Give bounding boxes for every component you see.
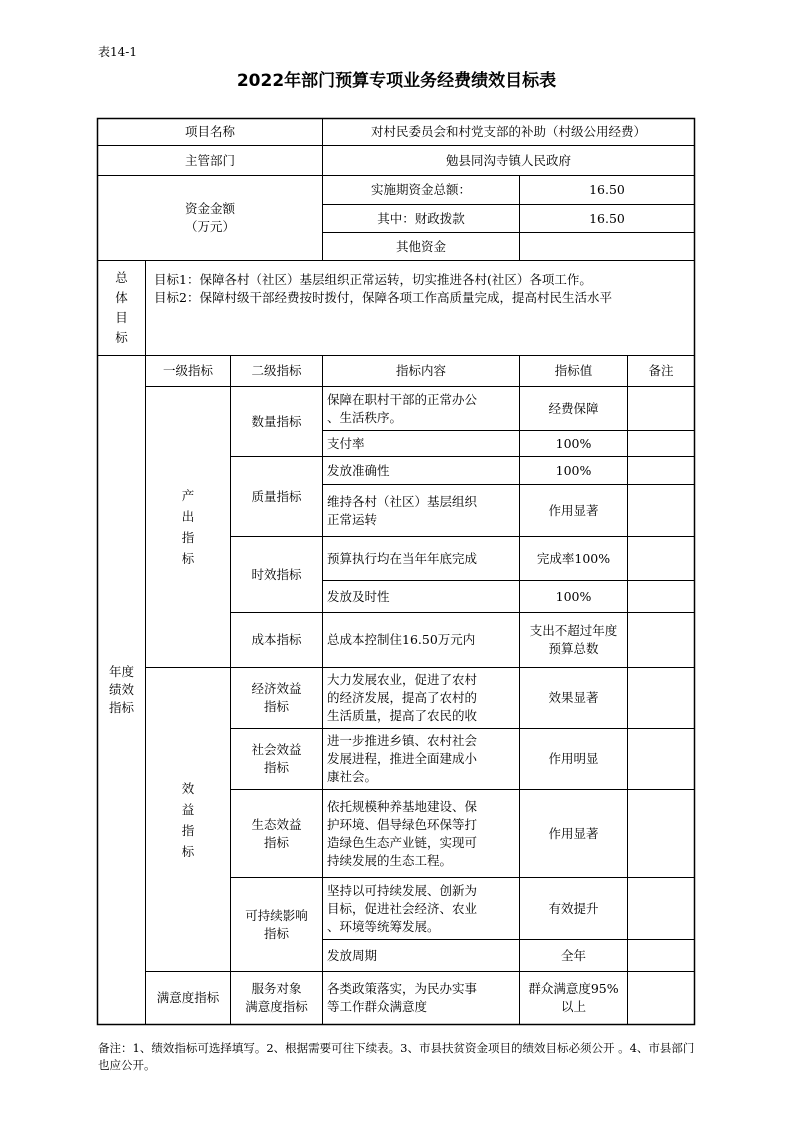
row-content: 依托规模种养基地建设、保 护环境、倡导绿色环保等打 造绿色生态产业链，实现可 持续发展的生态工程。 bbox=[327, 798, 478, 868]
ecological-benefit-label: 生态效益 指标 bbox=[251, 816, 302, 850]
header-remark: 备注 bbox=[648, 363, 674, 378]
satisfaction-indicators-label: 满意度指标 bbox=[156, 990, 220, 1005]
row-value: 作用显著 bbox=[548, 825, 599, 841]
row-value: 支出不超过年度 预算总数 bbox=[529, 623, 618, 656]
row-value: 作用显著 bbox=[548, 502, 599, 518]
row-remark bbox=[628, 613, 694, 667]
economic-benefit-label: 经济效益 指标 bbox=[251, 681, 302, 714]
row-remark bbox=[628, 729, 694, 789]
goal-1: 目标1：保障各村（社区）基层组织正常运转，切实推进各村(社区）各项工作。 bbox=[154, 272, 592, 287]
row-content: 总成本控制住16.50万元内 bbox=[327, 632, 476, 647]
overall-goals-text bbox=[154, 271, 690, 307]
row-remark bbox=[628, 878, 694, 939]
annual-indicators-label: 年度 绩效 指标 bbox=[108, 664, 134, 715]
row-content: 各类政策落实，为民办实事 等工作群众满意度 bbox=[327, 981, 478, 1014]
row-value: 全年 bbox=[560, 947, 586, 963]
project-name-label: 项目名称 bbox=[184, 124, 235, 139]
other-funds-value bbox=[520, 233, 694, 260]
row-content: 支付率 bbox=[327, 435, 365, 451]
row-content: 进一步推进乡镇、农村社会 发展进程，推进全面建成小 康社会。 bbox=[327, 733, 478, 784]
department-label: 主管部门 bbox=[184, 152, 235, 168]
row-content: 发放及时性 bbox=[327, 588, 390, 604]
other-funds-label: 其他资金 bbox=[395, 238, 446, 254]
total-funds-label: 实施期资金总额： bbox=[370, 182, 471, 197]
row-remark bbox=[628, 790, 694, 877]
row-value: 作用明显 bbox=[548, 751, 599, 766]
header-level1: 一级指标 bbox=[162, 363, 213, 378]
row-remark bbox=[628, 485, 694, 536]
row-content: 发放周期 bbox=[327, 947, 378, 963]
row-remark bbox=[628, 457, 694, 484]
row-value: 100% bbox=[555, 435, 592, 451]
row-value: 群众满意度95% 以上 bbox=[528, 981, 619, 1014]
row-remark bbox=[628, 940, 694, 971]
header-value: 指标值 bbox=[554, 363, 593, 378]
row-content: 发放准确性 bbox=[327, 462, 390, 478]
header-content: 指标内容 bbox=[395, 363, 446, 378]
goal-2: 目标2：保障村级干部经费按时拨付，保障各项工作高质量完成，提高村民生活水平 bbox=[154, 290, 612, 305]
timeliness-indicator-label: 时效指标 bbox=[251, 566, 302, 582]
row-remark bbox=[628, 581, 694, 612]
row-content: 预算执行均在当年年底完成 bbox=[327, 550, 478, 566]
row-remark bbox=[628, 387, 694, 430]
funds-label: 资金金额 （万元） bbox=[184, 201, 235, 234]
department-value: 勉县同沟寺镇人民政府 bbox=[445, 152, 571, 168]
row-value: 经费保障 bbox=[548, 400, 599, 416]
quantity-indicator-label: 数量指标 bbox=[251, 413, 302, 429]
row-content: 大力发展农业，促进了农村 的经济发展，提高了农村的 生活质量，提高了农民的收 bbox=[327, 672, 478, 723]
table-number: 表14-1 bbox=[98, 45, 137, 59]
row-value: 100% bbox=[555, 588, 592, 604]
fiscal-funds-label: 其中：财政拨款 bbox=[377, 210, 465, 226]
social-benefit-label: 社会效益 指标 bbox=[251, 742, 302, 775]
row-remark bbox=[628, 431, 694, 456]
sustainable-impact-label: 可持续影响 指标 bbox=[245, 907, 308, 941]
row-content: 坚持以可持续发展、创新为 目标，促进社会经济、农业 、环境等统筹发展。 bbox=[327, 882, 478, 934]
quality-indicator-label: 质量指标 bbox=[251, 488, 302, 504]
fiscal-funds-value: 16.50 bbox=[589, 210, 625, 226]
total-funds-value: 16.50 bbox=[589, 182, 625, 197]
row-value: 效果显著 bbox=[548, 690, 599, 705]
row-value: 100% bbox=[555, 462, 592, 478]
output-indicators-label: 产 出 指 标 bbox=[181, 488, 195, 566]
row-content: 维持各村（社区）基层组织 正常运转 bbox=[327, 493, 478, 527]
row-value: 有效提升 bbox=[548, 900, 599, 916]
service-satisfaction-label: 服务对象 满意度指标 bbox=[245, 981, 308, 1014]
overall-goals-label: 总 体 目 标 bbox=[115, 270, 128, 345]
header-level2: 二级指标 bbox=[251, 363, 302, 378]
page-title: 2022年部门预算专项业务经费绩效目标表 bbox=[236, 71, 557, 91]
footnote: 备注：1、绩效指标可选择填写。2、根据需要可往下续表。3、市县扶贫资金项目的绩效目标必须公开 。4、市县部门也应公开。 bbox=[98, 1041, 695, 1072]
project-name-value: 对村民委员会和村党支部的补助（村级公用经费） bbox=[370, 124, 646, 139]
cost-indicator-label: 成本指标 bbox=[251, 632, 302, 647]
row-remark bbox=[628, 972, 694, 1024]
row-remark bbox=[628, 537, 694, 580]
benefit-indicators-label: 效 益 指 标 bbox=[181, 780, 195, 859]
row-value: 完成率100% bbox=[536, 550, 611, 566]
row-remark bbox=[628, 668, 694, 728]
row-content: 保障在职村干部的正常办公 、生活秩序。 bbox=[327, 391, 478, 425]
